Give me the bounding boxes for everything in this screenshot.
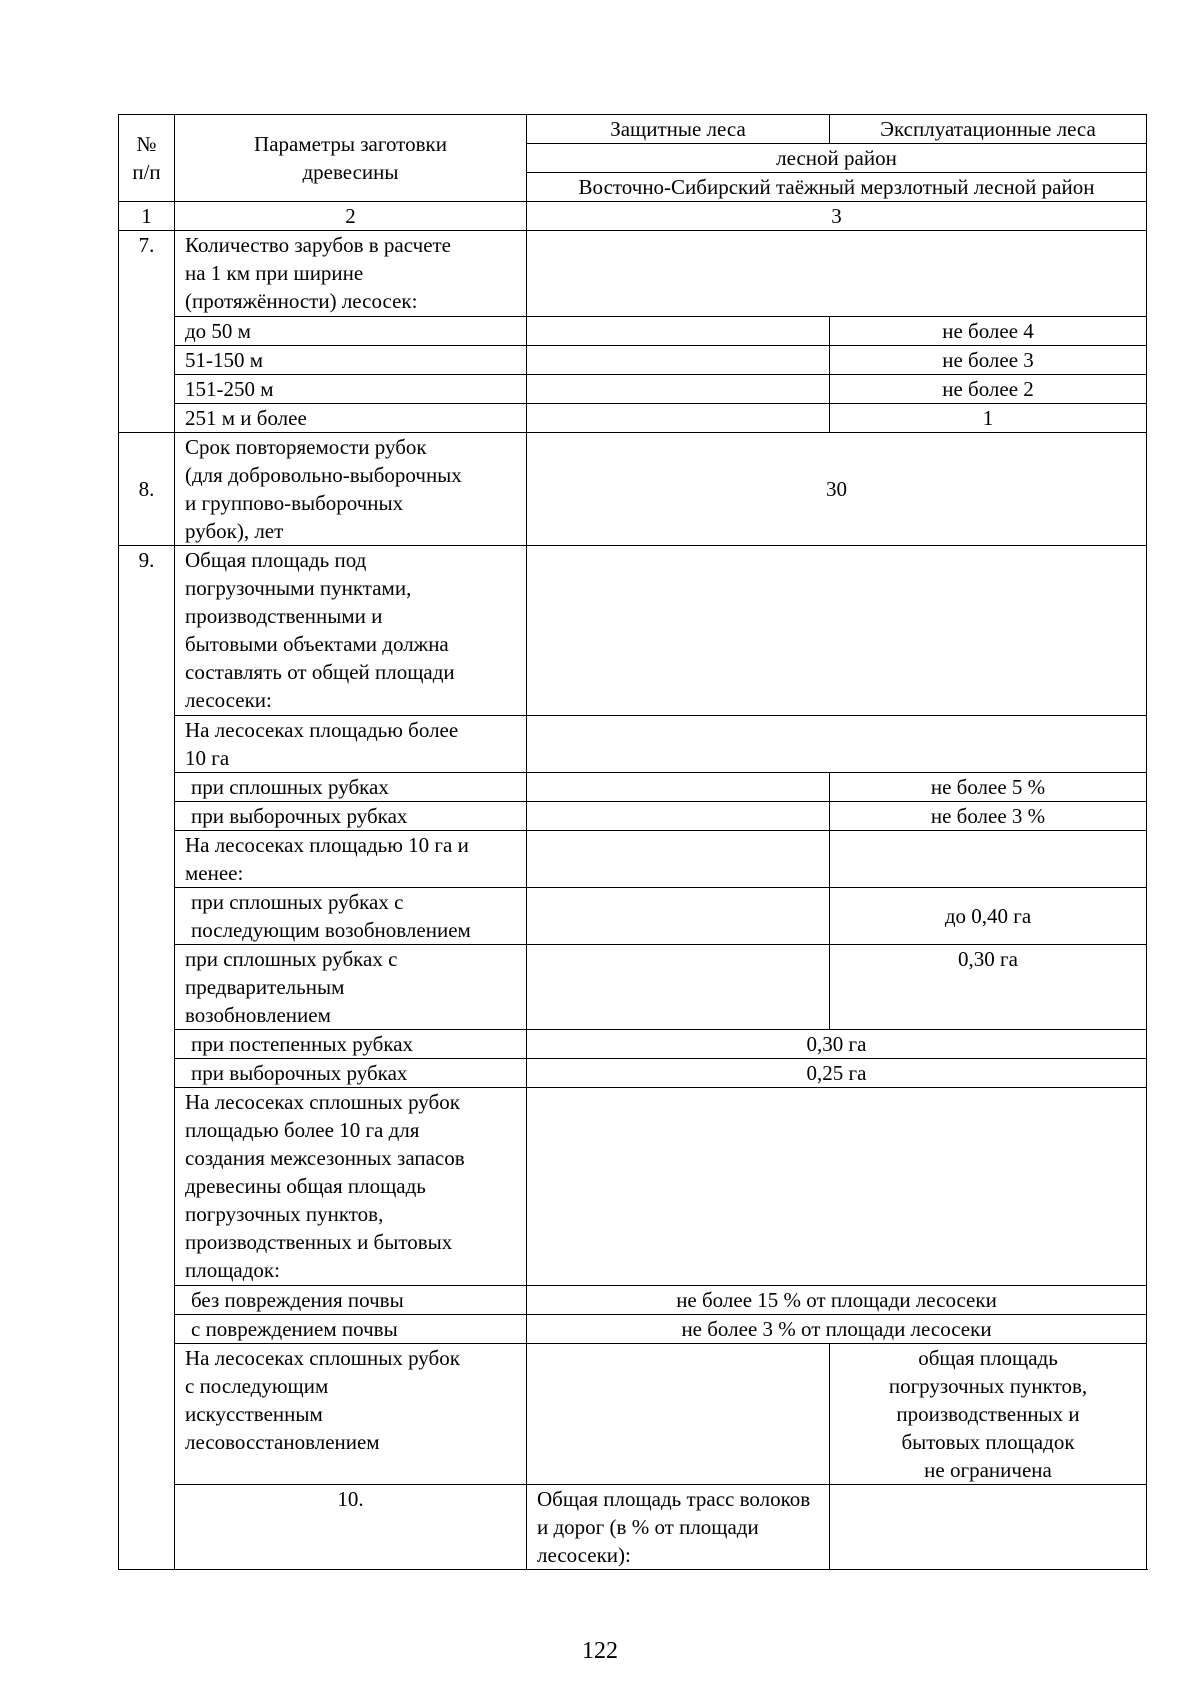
header-exploitation-forests: Эксплуатационные леса [830, 115, 1147, 144]
sub-label: при постепенных рубках [175, 1030, 527, 1059]
row-label: Общая площадь трасс волоков и дорог (в % от площади лесосеки): [527, 1485, 830, 1570]
row-number: 10. [175, 1485, 527, 1570]
column-number-1: 1 [119, 202, 175, 231]
value-cell: до 0,40 га [830, 888, 1147, 945]
sub-label: при сплошных рубках с последующим возобновлением [175, 888, 527, 945]
row-label: Срок повторяемости рубок (для добровольно-выборочных и группово-выборочных рубок), лет [175, 433, 527, 546]
header-parameters: Параметры заготовки древесины [175, 115, 527, 202]
value-cell: не более 3 [830, 346, 1147, 375]
sub-label: без повреждения почвы [175, 1286, 527, 1315]
column-number-3: 3 [527, 202, 1147, 231]
empty-cell [527, 1088, 1147, 1286]
empty-cell [527, 888, 830, 945]
table-row [119, 375, 1147, 404]
table-row [119, 831, 1147, 888]
value-cell: не более 15 % от площади лесосеки [527, 1286, 1147, 1315]
sub-label: На лесосеках сплошных рубок площадью более 10 га для создания межсезонных запасов древесины общая площадь погрузочных пунктов, производственных и бытовых площадок: [175, 1088, 527, 1286]
table-row [119, 1030, 1147, 1059]
table-row [119, 346, 1147, 375]
value-cell: 0,30 га [830, 945, 1147, 1030]
empty-cell [527, 346, 830, 375]
column-number-2: 2 [175, 202, 527, 231]
table-row [119, 1344, 1147, 1485]
sub-label: при выборочных рубках [175, 802, 527, 831]
value-cell: 0,25 га [527, 1059, 1147, 1088]
value-cell: не более 5 % [830, 773, 1147, 802]
table-row [119, 1059, 1147, 1088]
table-row [119, 404, 1147, 433]
empty-cell [527, 1344, 830, 1485]
header-number: № п/п [119, 115, 175, 202]
empty-cell [527, 375, 830, 404]
empty-cell [527, 317, 830, 346]
empty-cell [527, 231, 1147, 317]
empty-cell [527, 773, 830, 802]
table-row [119, 1286, 1147, 1315]
value-cell: общая площадь погрузочных пунктов, производственных и бытовых площадок не ограничена [830, 1344, 1147, 1485]
empty-cell [830, 1485, 1147, 1570]
sub-label: при сплошных рубках [175, 773, 527, 802]
value-cell: не более 4 [830, 317, 1147, 346]
header-protective-forests: Защитные леса [527, 115, 830, 144]
row-label: Общая площадь под погрузочными пунктами, производственными и бытовыми объектами должна составлять от общей площади лесосеки: [175, 546, 527, 716]
table-row [119, 1315, 1147, 1344]
value-cell: 1 [830, 404, 1147, 433]
row-number: 8. [119, 433, 175, 546]
row-label: Количество зарубов в расчете на 1 км при ширине (протяжённости) лесосек: [175, 231, 527, 317]
row-9 [119, 546, 1147, 716]
empty-cell [527, 404, 830, 433]
table-row [119, 773, 1147, 802]
table-row [119, 802, 1147, 831]
value-cell: не более 3 % [830, 802, 1147, 831]
sub-label: при сплошных рубках с предварительным возобновлением [175, 945, 527, 1030]
row-8 [119, 433, 1147, 546]
value-cell: не более 3 % от площади лесосеки [527, 1315, 1147, 1344]
forest-harvest-parameters-table [118, 114, 1147, 1570]
table-row [119, 1088, 1147, 1286]
page-number: 122 [582, 1638, 618, 1664]
row-7 [119, 231, 1147, 317]
value-cell: 30 [527, 433, 1147, 546]
sub-label: На лесосеках площадью 10 га и менее: [175, 831, 527, 888]
empty-cell [527, 546, 1147, 716]
column-numbers-row [119, 202, 1147, 231]
sub-label: до 50 м [175, 317, 527, 346]
table-row [119, 716, 1147, 773]
row-number: 7. [119, 231, 175, 433]
header-row [119, 115, 1147, 144]
empty-cell [527, 831, 830, 888]
table-row [119, 888, 1147, 945]
sub-label: 151-250 м [175, 375, 527, 404]
header-region: Восточно-Сибирский таёжный мерзлотный лесной район [527, 173, 1147, 202]
sub-label: На лесосеках сплошных рубок с последующим искусственным лесовосстановлением [175, 1344, 527, 1485]
table-row [119, 945, 1147, 1030]
table-row [119, 317, 1147, 346]
value-cell: 0,30 га [527, 1030, 1147, 1059]
empty-cell [830, 831, 1147, 888]
header-forest-district: лесной район [527, 144, 1147, 173]
value-cell: не более 2 [830, 375, 1147, 404]
empty-cell [527, 802, 830, 831]
empty-cell [527, 945, 830, 1030]
sub-label: с повреждением почвы [175, 1315, 527, 1344]
sub-label: 251 м и более [175, 404, 527, 433]
sub-label: при выборочных рубках [175, 1059, 527, 1088]
empty-cell [527, 716, 1147, 773]
row-number: 9. [119, 546, 175, 1570]
sub-label: 51-150 м [175, 346, 527, 375]
sub-label: На лесосеках площадью более 10 га [175, 716, 527, 773]
row-10 [119, 1485, 1147, 1570]
